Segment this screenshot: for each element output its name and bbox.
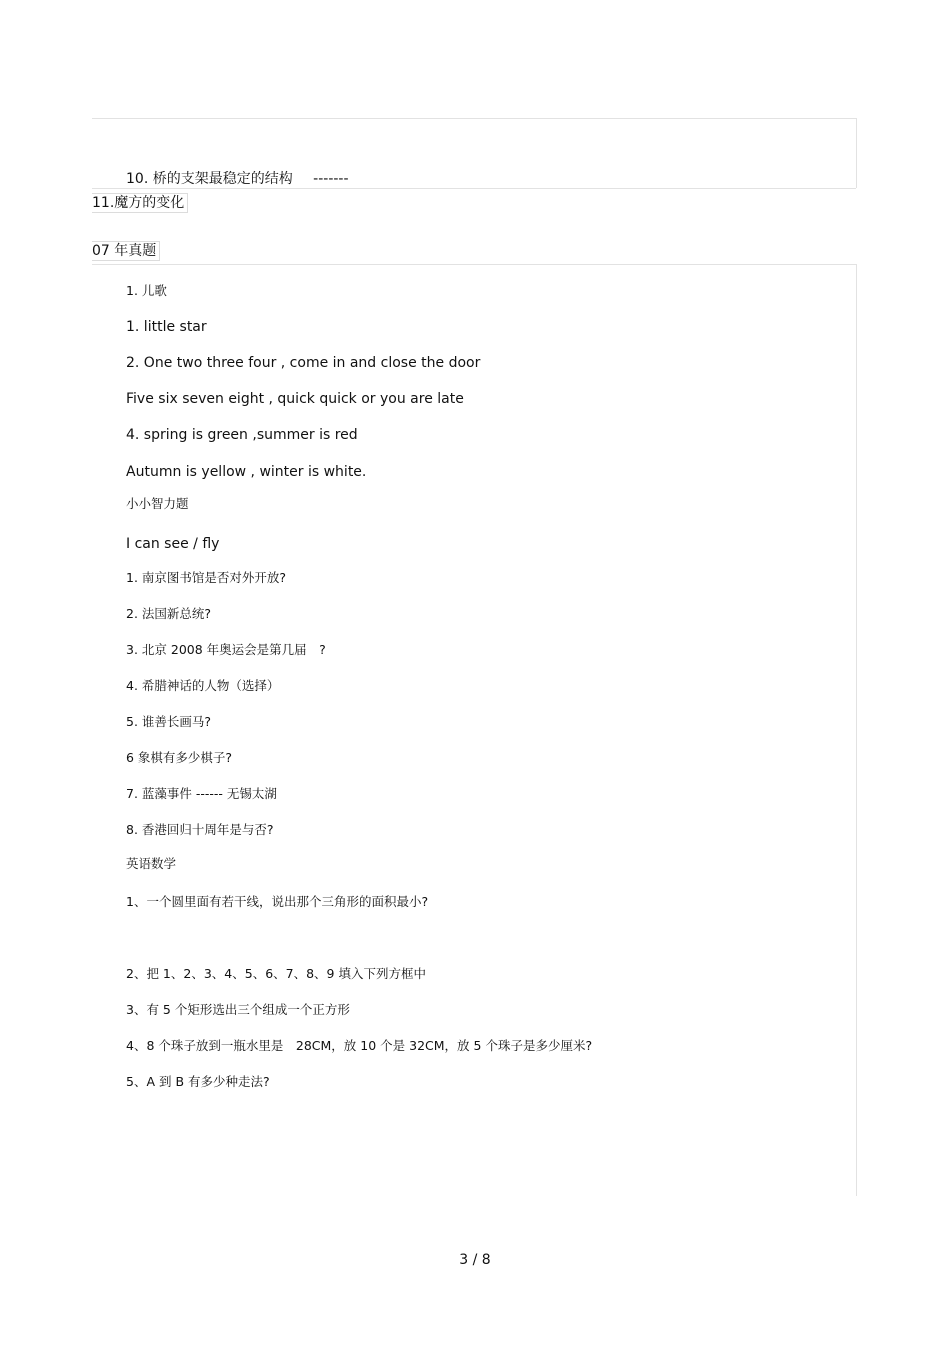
item-10 <box>126 170 349 188</box>
top-rule <box>92 118 856 119</box>
section-title <box>92 242 160 260</box>
list-item: 4. 希腊神话的人物（选择） <box>126 678 280 693</box>
list-item: 5、A 到 B 有多少种走法? <box>126 1074 270 1089</box>
list-item: 5. 谁善长画马? <box>126 714 212 729</box>
list-item: 7. 蓝藻事件 ------ 无锡太湖 <box>126 786 277 801</box>
list-item: 4、8 个珠子放到一瓶水里是 28CM，放 10 个是 32CM，放 5 个珠子是多少厘米? <box>126 1038 593 1053</box>
list-item: Autumn is yellow , winter is white. <box>126 464 367 480</box>
section-title-text: 07 年真题 <box>92 241 160 261</box>
list-item: 2、把 1、2、3、4、5、6、7、8、9 填入下列方框中 <box>126 966 426 981</box>
list-item: 2. One two three four , come in and close the door <box>126 355 481 371</box>
list-item: Five six seven eight , quick quick or you are late <box>126 391 464 407</box>
list-item: I can see / fly <box>126 536 220 552</box>
right-rule-upper <box>856 118 857 188</box>
list-item: 4. spring is green ,summer is red <box>126 427 358 443</box>
item-10-text: 10. 桥的支架最稳定的结构 <box>126 171 293 187</box>
list-item: 3. 北京 2008 年奥运会是第几届 ? <box>126 642 326 657</box>
list-item: 2. 法国新总统? <box>126 606 212 621</box>
item-11-text: 11.魔方的变化 <box>92 193 188 213</box>
list-item: 8. 香港回归十周年是与否? <box>126 822 274 837</box>
subheading: 小小智力题 <box>126 496 189 511</box>
upper-box-bottom-rule <box>92 188 856 189</box>
subheading: 英语数学 <box>126 856 177 871</box>
list-item: 3、有 5 个矩形选出三个组成一个正方形 <box>126 1002 350 1017</box>
right-rule-lower <box>856 264 857 1196</box>
page-number: 3 / 8 <box>459 1252 491 1268</box>
item-11 <box>92 194 188 212</box>
list-item: 1. 南京图书馆是否对外开放? <box>126 570 287 585</box>
section-top-rule <box>92 264 856 265</box>
list-item: 1. 儿歌 <box>126 283 167 298</box>
list-item: 1. little star <box>126 319 207 335</box>
list-item: 6 象棋有多少棋子? <box>126 750 233 765</box>
item-10-dash: ------- <box>313 171 349 187</box>
list-item: 1、一个圆里面有若干线，说出那个三角形的面积最小? <box>126 894 429 909</box>
